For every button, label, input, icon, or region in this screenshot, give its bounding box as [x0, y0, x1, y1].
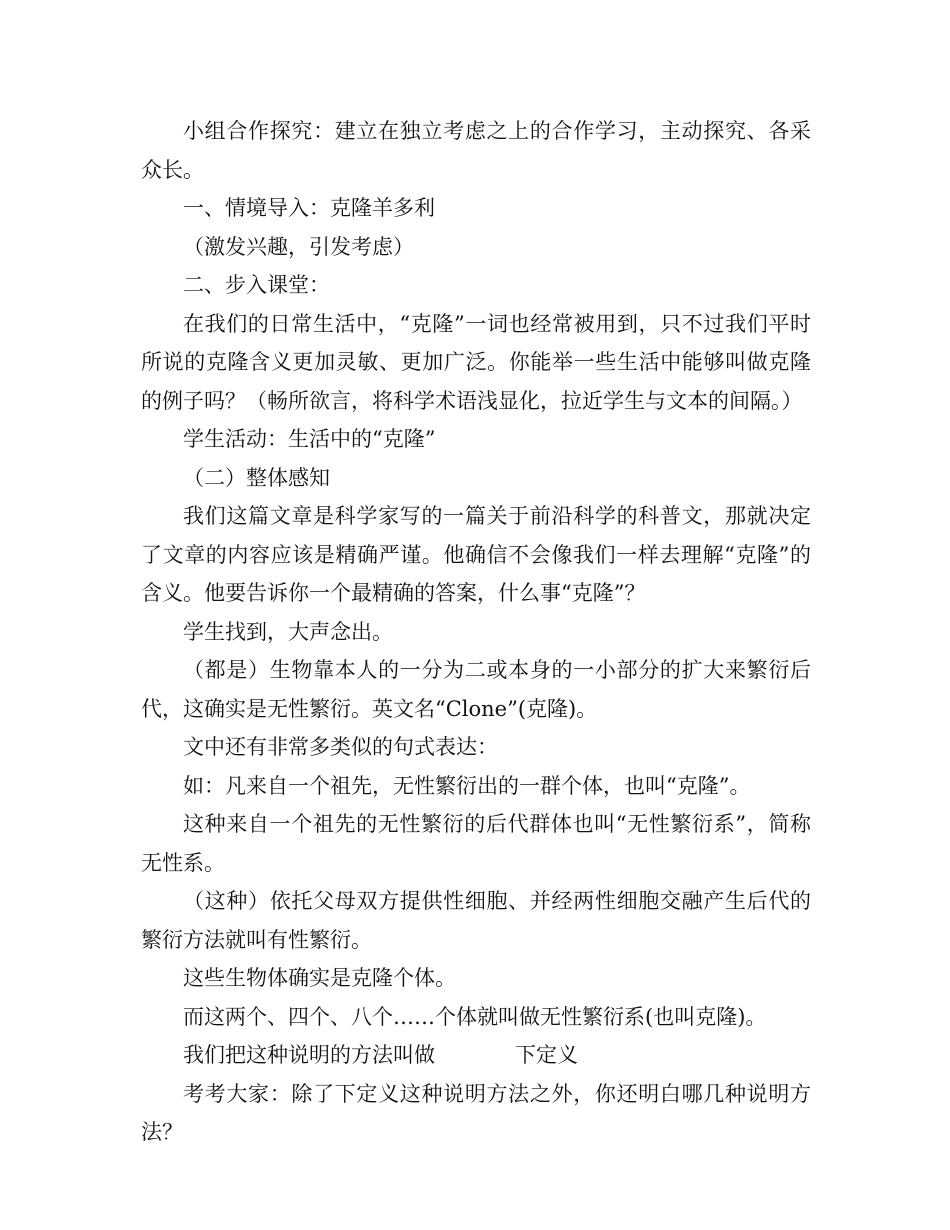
paragraph-students-read: 学生找到，大声念出。: [183, 619, 393, 644]
paragraph-sexual-reproduction: （这种）依托父母双方提供性细胞、并经两性细胞交融产生后代的繁衍方法就叫有性繁衍。: [141, 889, 811, 952]
paragraph-group-inquiry: 小组合作探究：建立在独立考虑之上的合作学习，主动探究、各采众长。: [141, 119, 811, 182]
paragraph-overall-perception: （二）整体感知: [183, 465, 330, 490]
paragraph-daily-life: 在我们的日常生活中，“克隆”一词也经常被用到，只不过我们平时所说的克隆含义更加灵敏、更加广泛。你能举一些生活中能够叫做克隆的例子吗？（畅所欲言，将科学术语浅显化，拉近学生与文本的间隔。）: [141, 311, 811, 413]
paragraph-intro-note: （激发兴趣，引发考虑）: [183, 234, 414, 259]
definition-lead-text: 我们把这种说明的方法叫做: [183, 1043, 435, 1067]
document-body: [141, 112, 811, 1152]
paragraph-definition-method: [141, 1036, 811, 1075]
paragraph-definition-clone: （都是）生物靠本人的一分为二或本身的一小部分的扩大来繁衍后代，这确实是无性繁衍。英文名“Clone”(克隆)。: [141, 658, 811, 721]
paragraph-clone-lineage: 而这两个、四个、八个……个体就叫做无性繁衍系(也叫克隆)。: [183, 1004, 767, 1029]
paragraph-section-class: 二、步入课堂：: [183, 273, 330, 297]
paragraph-section-intro: 一、情境导入：克隆羊多利: [183, 196, 435, 220]
definition-answer-text: 下定义: [515, 1043, 578, 1067]
paragraph-example-one: 如：凡来自一个祖先，无性繁衍出的一群个体，也叫“克隆”。: [183, 773, 751, 798]
paragraph-student-activity: 学生活动：生活中的“克隆”: [183, 427, 436, 451]
paragraph-similar-sentences: 文中还有非常多类似的句式表达：: [183, 735, 498, 759]
paragraph-clone-individuals: 这些生物体确实是克隆个体。: [183, 966, 456, 990]
paragraph-example-two: 这种来自一个祖先的无性繁衍的后代群体也叫“无性繁衍系”，简称无性系。: [141, 812, 811, 875]
paragraph-article-intro: 我们这篇文章是科学家写的一篇关于前沿科学的科普文，那就决定了文章的内容应该是精确严谨。他确信不会像我们一样去理解“克隆”的含义。他要告诉你一个最精确的答案，什么事“克隆”？: [141, 504, 811, 605]
paragraph-quiz-question: 考考大家：除了下定义这种说明方法之外，你还明白哪几种说明方法？: [141, 1081, 811, 1144]
